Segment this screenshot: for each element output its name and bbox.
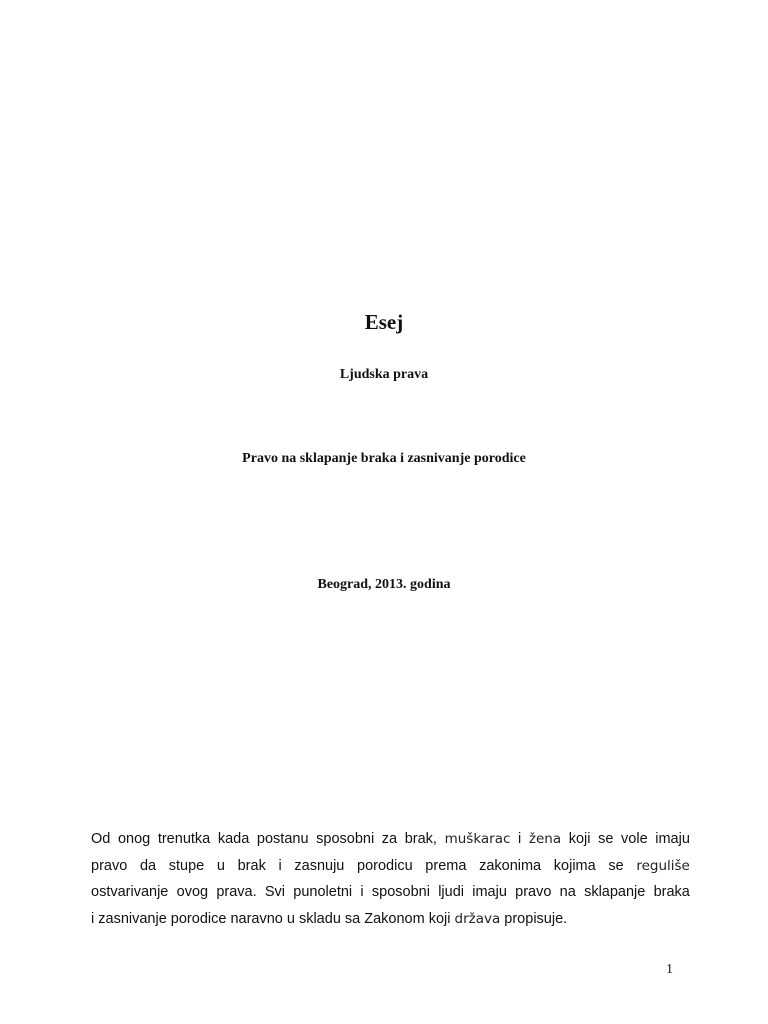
word: imaju: [472, 884, 507, 900]
word: zasnuju: [294, 857, 345, 874]
word: prava.: [216, 884, 257, 900]
paragraph-line-1: [91, 826, 690, 853]
word: kojima: [553, 857, 596, 874]
keyword: država: [454, 910, 501, 927]
word: za: [381, 831, 398, 847]
word: na: [559, 884, 576, 900]
paragraph-line-4: [91, 906, 690, 933]
word: braka: [653, 884, 690, 900]
word: sklapanje: [584, 884, 646, 900]
page-number: 1: [666, 962, 673, 977]
word: da: [139, 857, 157, 874]
word: i: [360, 884, 364, 900]
word: porodicu: [357, 857, 413, 874]
word: ljudi: [438, 884, 464, 900]
keyword: reguliše: [636, 857, 690, 874]
word: ovog: [176, 884, 209, 900]
word: zakonima: [479, 857, 542, 874]
keyword: muškarac: [444, 831, 511, 847]
document-title: Esej: [364, 310, 404, 334]
word: imaju: [655, 831, 690, 847]
place-and-date: Beograd, 2013. godina: [317, 577, 451, 592]
word: prema: [425, 857, 467, 874]
word: brak,: [404, 831, 437, 847]
word: Svi: [264, 884, 286, 900]
word: se: [598, 831, 614, 847]
word: i: [518, 831, 522, 847]
word: se: [608, 857, 624, 874]
word: koji: [568, 831, 591, 847]
word: stupe: [168, 857, 205, 874]
word: vole: [621, 831, 648, 847]
word: ostvarivanje: [91, 884, 169, 900]
paragraph-line-2: [91, 853, 690, 880]
word: brak: [237, 857, 266, 874]
word: punoletni: [293, 884, 353, 900]
text-run: i zasnivanje porodice naravno u skladu sa Zakonom koji: [91, 910, 455, 927]
word: pravo: [515, 884, 552, 900]
word: pravo: [91, 857, 128, 874]
word: u: [216, 857, 225, 874]
body-paragraph: [91, 826, 690, 932]
paragraph-line-3: [91, 879, 690, 906]
word: postanu: [256, 831, 309, 847]
word: kada: [217, 831, 250, 847]
word: Od: [91, 831, 111, 847]
document-subtitle: Ljudska prava: [339, 367, 429, 382]
word: trenutka: [157, 831, 211, 847]
word: sposobni: [371, 884, 430, 900]
word: sposobni: [316, 831, 375, 847]
word: i: [278, 857, 282, 874]
word: onog: [117, 831, 151, 847]
keyword: žena: [528, 831, 562, 847]
document-topic: Pravo na sklapanje braka i zasnivanje porodice: [242, 451, 526, 466]
text-run: propisuje.: [500, 910, 568, 927]
